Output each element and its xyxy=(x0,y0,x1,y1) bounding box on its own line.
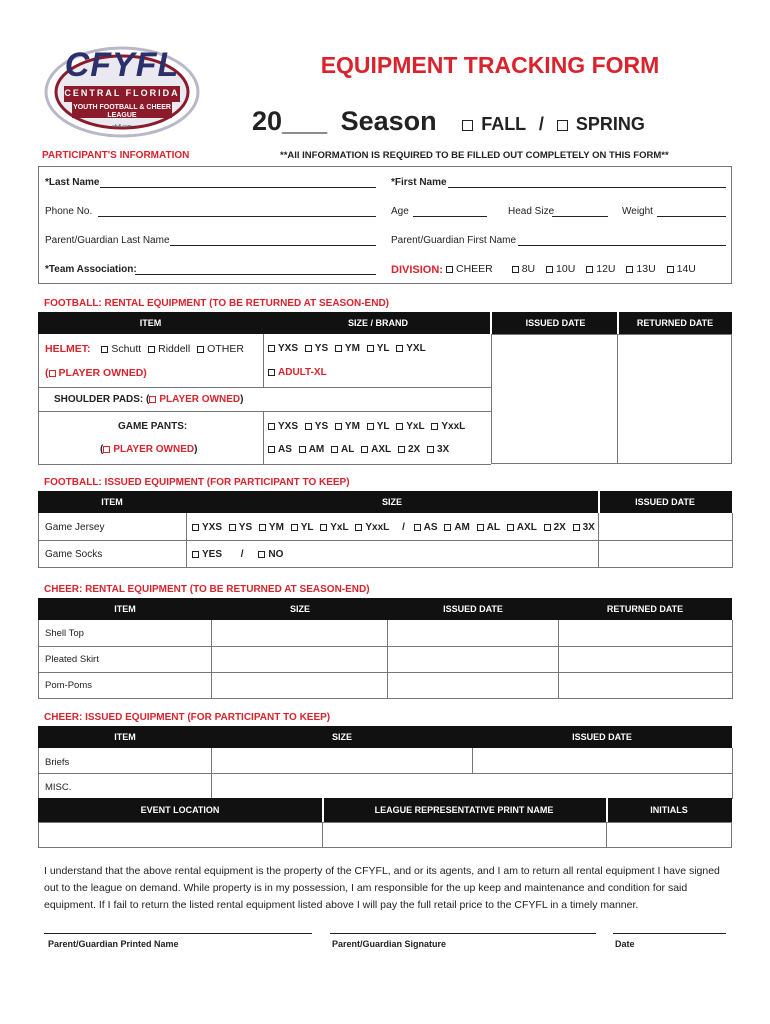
head-size-field[interactable] xyxy=(552,216,608,217)
helmet-row xyxy=(45,343,248,355)
logo-ring-text-3: LEAGUE xyxy=(107,112,137,119)
division-option[interactable]: CHEER xyxy=(446,263,493,275)
jersey-sizes xyxy=(192,522,599,533)
game-jersey-label: Game Jersey xyxy=(45,522,105,533)
cheer-rental-title: CHEER: RENTAL EQUIPMENT (TO BE RETURNED AT SEASON-END) xyxy=(44,584,370,595)
printed-name-line[interactable] xyxy=(44,933,312,934)
division-option[interactable]: 13U xyxy=(626,263,655,275)
season-word: Season xyxy=(340,106,437,136)
last-name-field[interactable] xyxy=(100,187,376,188)
size-option[interactable]: 2X xyxy=(544,522,566,533)
football-rental-title: FOOTBALL: RENTAL EQUIPMENT (TO BE RETURNED AT SEASON-END) xyxy=(44,298,389,309)
helmet-brand-option[interactable]: OTHER xyxy=(197,343,244,355)
size-option[interactable]: YXS xyxy=(192,522,222,533)
col-item: ITEM xyxy=(139,318,162,328)
briefs-label: Briefs xyxy=(45,757,70,768)
phone-label: Phone No. xyxy=(45,206,93,217)
size-option[interactable]: AM xyxy=(299,444,325,455)
helmet-sizes xyxy=(268,343,430,354)
guardian-first-label: Parent/Guardian First Name xyxy=(391,235,517,246)
fall-label: FALL xyxy=(481,114,526,134)
size-option[interactable]: 2X xyxy=(398,444,420,455)
issued-date-cell[interactable] xyxy=(491,334,618,464)
size-option[interactable]: YM xyxy=(335,343,360,354)
col-event-location: EVENT LOCATION xyxy=(140,805,220,815)
col-size: SIZE xyxy=(289,604,310,614)
cheer-issued-title: CHEER: ISSUED EQUIPMENT (FOR PARTICIPANT TO KEEP) xyxy=(44,712,331,723)
col-issued-date: ISSUED DATE xyxy=(635,497,695,507)
agreement-text: I understand that the above rental equipment is the property of the CFYFL, and or its agents, and I am to return all rental equipment I have signed out to the league on demand. While property is in my possession, I am responsible for the up keep and maintenance and condition for said equipment. If I fail to return the listed rental equipment listed above I will pay the full retail price to the CFYFL in a timely manner. xyxy=(44,865,720,911)
division-option[interactable]: 10U xyxy=(546,263,575,275)
event-header xyxy=(38,798,732,822)
col-issued-date: ISSUED DATE xyxy=(572,732,632,742)
event-location-cell[interactable] xyxy=(38,822,323,848)
col-size: SIZE xyxy=(331,732,352,742)
adult-xl-option[interactable]: ADULT-XL xyxy=(268,367,327,378)
socks-options: YES / NO xyxy=(192,549,287,560)
size-option[interactable]: YxL xyxy=(320,522,348,533)
size-separator: / xyxy=(402,522,405,533)
form-title: EQUIPMENT TRACKING FORM xyxy=(320,52,660,78)
division-label: DIVISION: xyxy=(391,264,443,276)
player-owned-checkbox[interactable] xyxy=(149,396,156,403)
division-option[interactable]: 12U xyxy=(586,263,615,275)
size-option[interactable]: AS xyxy=(414,522,438,533)
col-issued-date: ISSUED DATE xyxy=(525,318,586,328)
col-returned-date: RETURNED DATE xyxy=(636,318,714,328)
weight-label: Weight xyxy=(622,206,653,217)
first-name-label: *First Name xyxy=(391,177,447,188)
initials-cell[interactable] xyxy=(606,822,732,848)
division-options xyxy=(446,263,700,275)
league-rep-cell[interactable] xyxy=(322,822,607,848)
participant-section-title: PARTICIPANT'S INFORMATION xyxy=(42,150,190,161)
logo-ring-text: CENTRAL FLORIDA xyxy=(64,88,180,98)
phone-field[interactable] xyxy=(98,216,376,217)
shell-top-label: Shell Top xyxy=(45,628,84,639)
weight-field[interactable] xyxy=(657,216,726,217)
size-option[interactable]: YL xyxy=(291,522,314,533)
col-item: ITEM xyxy=(114,604,136,614)
col-item: ITEM xyxy=(114,732,136,742)
football-issued-header xyxy=(38,491,732,513)
football-rental-header xyxy=(38,312,732,334)
col-item: ITEM xyxy=(101,497,123,507)
head-size-label: Head Size xyxy=(508,206,555,217)
helmet-label: HELMET: xyxy=(45,343,91,355)
size-option[interactable]: AS xyxy=(268,444,292,455)
yes-option[interactable]: YES xyxy=(192,549,222,560)
season-year: 20___ xyxy=(252,106,328,136)
size-option[interactable]: AL xyxy=(477,522,500,533)
age-field[interactable] xyxy=(413,216,487,217)
guardian-first-field[interactable] xyxy=(518,245,726,246)
col-size: SIZE xyxy=(381,497,402,507)
game-pants-player-owned[interactable]: ( PLAYER OWNED) xyxy=(100,444,198,455)
size-option[interactable]: AL xyxy=(331,444,354,455)
game-socks-label: Game Socks xyxy=(45,549,103,560)
col-size-brand: SIZE / BRAND xyxy=(347,318,408,328)
size-option[interactable]: AM xyxy=(444,522,470,533)
date-line[interactable] xyxy=(613,933,726,934)
size-option[interactable]: YL xyxy=(367,343,390,354)
date-caption: Date xyxy=(615,939,635,949)
size-option[interactable]: YXL xyxy=(396,343,425,354)
socks-issued-date-cell[interactable] xyxy=(598,540,732,568)
pleated-skirt-label: Pleated Skirt xyxy=(45,654,99,665)
cheer-rental-header xyxy=(38,598,732,620)
shoulder-pads-label: SHOULDER PADS: ( xyxy=(54,394,150,405)
game-pants-label: GAME PANTS: xyxy=(118,421,188,432)
guardian-last-field[interactable] xyxy=(170,245,376,246)
size-option[interactable]: YS xyxy=(229,522,252,533)
no-option[interactable]: NO xyxy=(258,549,283,560)
last-name-label: *Last Name xyxy=(45,177,100,188)
size-option[interactable]: AXL xyxy=(361,444,391,455)
cheer-issued-header xyxy=(38,726,732,748)
col-issued-date: ISSUED DATE xyxy=(443,604,503,614)
shoulder-pads-row: SHOULDER PADS: ( PLAYER OWNED) xyxy=(54,394,244,405)
division-option[interactable]: 8U xyxy=(512,263,535,275)
first-name-field[interactable] xyxy=(448,187,726,188)
spring-label: SPRING xyxy=(575,114,645,134)
size-option[interactable]: 3X xyxy=(573,522,595,533)
pom-poms-label: Pom-Poms xyxy=(45,680,92,691)
league-logo xyxy=(42,44,202,140)
size-option[interactable]: YxxL xyxy=(355,522,389,533)
age-label: Age xyxy=(391,206,409,217)
season-slash: / xyxy=(538,114,544,134)
col-initials: INITIALS xyxy=(650,805,688,815)
player-owned-checkbox[interactable] xyxy=(103,446,110,453)
division-option[interactable]: 14U xyxy=(667,263,696,275)
size-option[interactable]: 3X xyxy=(427,444,449,455)
fall-checkbox[interactable] xyxy=(462,120,473,131)
required-notice: **All INFORMATION IS REQUIRED TO BE FILLED OUT COMPLETELY ON THIS FORM** xyxy=(280,150,669,161)
size-option[interactable]: YM xyxy=(259,522,284,533)
football-issued-title: FOOTBALL: ISSUED EQUIPMENT (FOR PARTICIPANT TO KEEP) xyxy=(44,477,350,488)
signature-line[interactable] xyxy=(330,933,596,934)
size-option[interactable]: YM xyxy=(335,421,360,432)
logo-ring-text-2: YOUTH FOOTBALL & CHEER xyxy=(73,104,171,111)
size-option[interactable]: AXL xyxy=(507,522,537,533)
signature-caption: Parent/Guardian Signature xyxy=(332,939,447,949)
player-owned-checkbox[interactable] xyxy=(49,370,56,377)
size-option[interactable]: YXS xyxy=(268,421,298,432)
pants-sizes-youth xyxy=(268,421,469,432)
size-option[interactable]: YL xyxy=(367,421,390,432)
team-association-field[interactable] xyxy=(135,274,376,275)
jersey-issued-date-cell[interactable] xyxy=(598,513,732,541)
helmet-player-owned[interactable]: ( PLAYER OWNED) xyxy=(45,367,147,379)
guardian-last-label: Parent/Guardian Last Name xyxy=(45,235,170,246)
size-option[interactable]: YS xyxy=(305,421,328,432)
spring-checkbox[interactable] xyxy=(557,120,568,131)
pants-sizes-adult xyxy=(268,444,453,455)
col-league-rep: LEAGUE REPRESENTATIVE PRINT NAME xyxy=(374,805,554,815)
season-line xyxy=(252,106,732,137)
size-option[interactable]: YS xyxy=(305,343,328,354)
logo-wordmark: CFYFL xyxy=(64,46,180,84)
size-option[interactable]: YXS xyxy=(268,343,298,354)
helmet-brand-option[interactable]: Riddell xyxy=(148,343,190,355)
logo-url: cfyfl.com xyxy=(112,124,132,130)
size-option[interactable]: YxL xyxy=(396,421,424,432)
printed-name-caption: Parent/Guardian Printed Name xyxy=(48,939,179,949)
misc-label: MISC. xyxy=(45,782,72,793)
size-option[interactable]: YxxL xyxy=(431,421,465,432)
col-returned-date: RETURNED DATE xyxy=(606,604,684,614)
team-association-label: *Team Association: xyxy=(45,264,137,275)
helmet-brand-option[interactable]: Schutt xyxy=(101,343,141,355)
returned-date-cell[interactable] xyxy=(617,334,732,464)
